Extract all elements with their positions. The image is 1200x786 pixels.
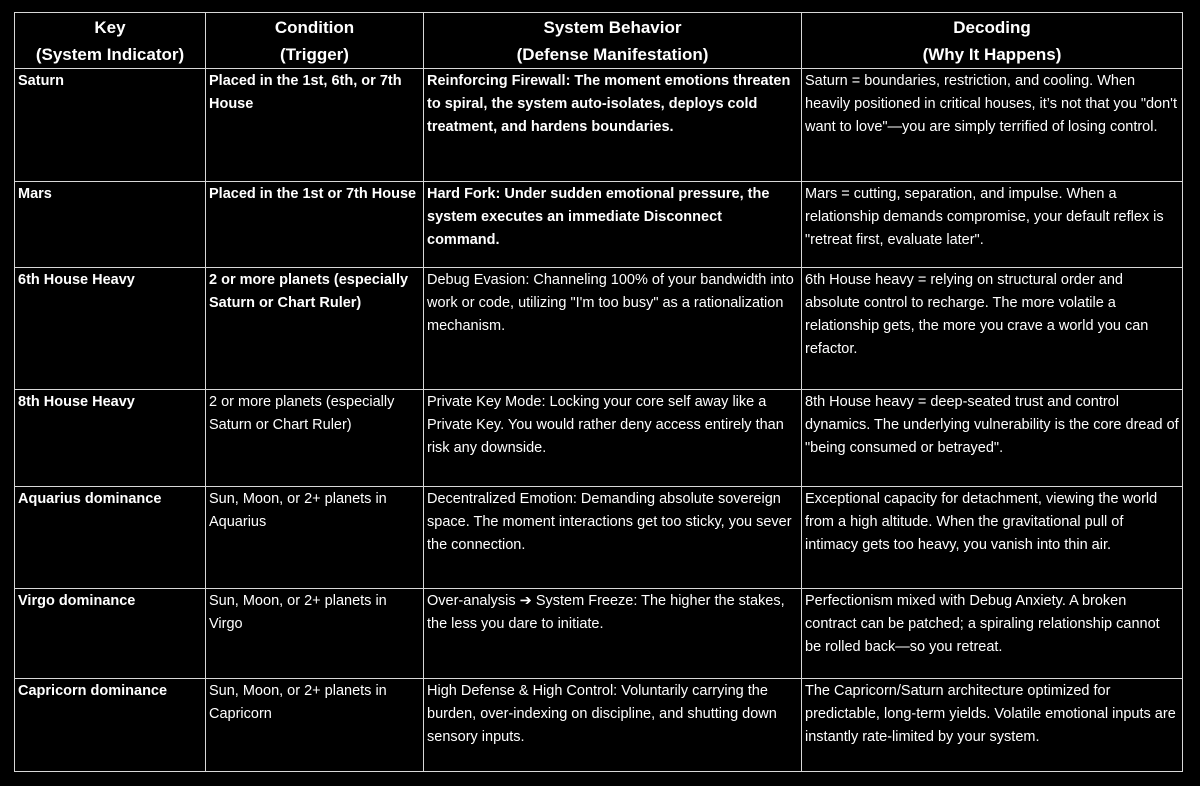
header-key: Key (System Indicator)	[15, 13, 206, 69]
table-row	[15, 589, 1183, 679]
table-row	[15, 268, 1183, 390]
behavior-cell: High Defense & High Control: Voluntarily carrying the burden, over-indexing on discipline, and shutting down sensory inputs.	[424, 679, 802, 772]
header-row	[15, 13, 1183, 69]
header-condition: Condition (Trigger)	[206, 13, 424, 69]
key-cell: Mars	[15, 182, 206, 268]
table-row	[15, 487, 1183, 589]
behavior-cell: Reinforcing Firewall: The moment emotions threaten to spiral, the system auto-isolates, deploys cold treatment, and hardens boundaries.	[424, 69, 802, 182]
condition-cell: 2 or more planets (especially Saturn or Chart Ruler)	[206, 268, 424, 390]
condition-cell: Placed in the 1st, 6th, or 7th House	[206, 69, 424, 182]
behavior-cell: Decentralized Emotion: Demanding absolute sovereign space. The moment interactions get too sticky, you sever the connection.	[424, 487, 802, 589]
condition-cell: Placed in the 1st or 7th House	[206, 182, 424, 268]
key-cell: Capricorn dominance	[15, 679, 206, 772]
table-row	[15, 182, 1183, 268]
header-behavior: System Behavior (Defense Manifestation)	[424, 13, 802, 69]
decoding-cell: Mars = cutting, separation, and impulse. When a relationship demands compromise, your default reflex is "retreat first, evaluate later".	[802, 182, 1183, 268]
table-row	[15, 679, 1183, 772]
behavior-cell: Private Key Mode: Locking your core self away like a Private Key. You would rather deny access entirely than risk any downside.	[424, 390, 802, 487]
decoding-cell: Exceptional capacity for detachment, viewing the world from a high altitude. When the gravitational pull of intimacy gets too heavy, you vanish into thin air.	[802, 487, 1183, 589]
condition-cell: Sun, Moon, or 2+ planets in Aquarius	[206, 487, 424, 589]
decoding-cell: 8th House heavy = deep-seated trust and control dynamics. The underlying vulnerability is the core dread of "being consumed or betrayed".	[802, 390, 1183, 487]
table-container	[14, 12, 1182, 771]
decoding-cell: Saturn = boundaries, restriction, and cooling. When heavily positioned in critical houses, it’s not that you "don't want to love"—you are simply terrified of losing control.	[802, 69, 1183, 182]
condition-cell: 2 or more planets (especially Saturn or Chart Ruler)	[206, 390, 424, 487]
key-cell: Virgo dominance	[15, 589, 206, 679]
decoding-cell: 6th House heavy = relying on structural order and absolute control to recharge. The more volatile a relationship gets, the more you crave a world you can refactor.	[802, 268, 1183, 390]
defense-mechanism-table	[14, 12, 1183, 772]
behavior-cell: Hard Fork: Under sudden emotional pressure, the system executes an immediate Disconnect command.	[424, 182, 802, 268]
key-cell: Aquarius dominance	[15, 487, 206, 589]
behavior-cell: Debug Evasion: Channeling 100% of your bandwidth into work or code, utilizing "I'm too busy" as a rationalization mechanism.	[424, 268, 802, 390]
key-cell: Saturn	[15, 69, 206, 182]
key-cell: 8th House Heavy	[15, 390, 206, 487]
condition-cell: Sun, Moon, or 2+ planets in Virgo	[206, 589, 424, 679]
condition-cell: Sun, Moon, or 2+ planets in Capricorn	[206, 679, 424, 772]
decoding-cell: The Capricorn/Saturn architecture optimized for predictable, long-term yields. Volatile emotional inputs are instantly rate-limited by your system.	[802, 679, 1183, 772]
header-decoding: Decoding (Why It Happens)	[802, 13, 1183, 69]
decoding-cell: Perfectionism mixed with Debug Anxiety. A broken contract can be patched; a spiraling relationship cannot be rolled back—so you retreat.	[802, 589, 1183, 679]
behavior-cell: Over-analysis ➔ System Freeze: The higher the stakes, the less you dare to initiate.	[424, 589, 802, 679]
table-row	[15, 390, 1183, 487]
key-cell: 6th House Heavy	[15, 268, 206, 390]
table-row	[15, 69, 1183, 182]
